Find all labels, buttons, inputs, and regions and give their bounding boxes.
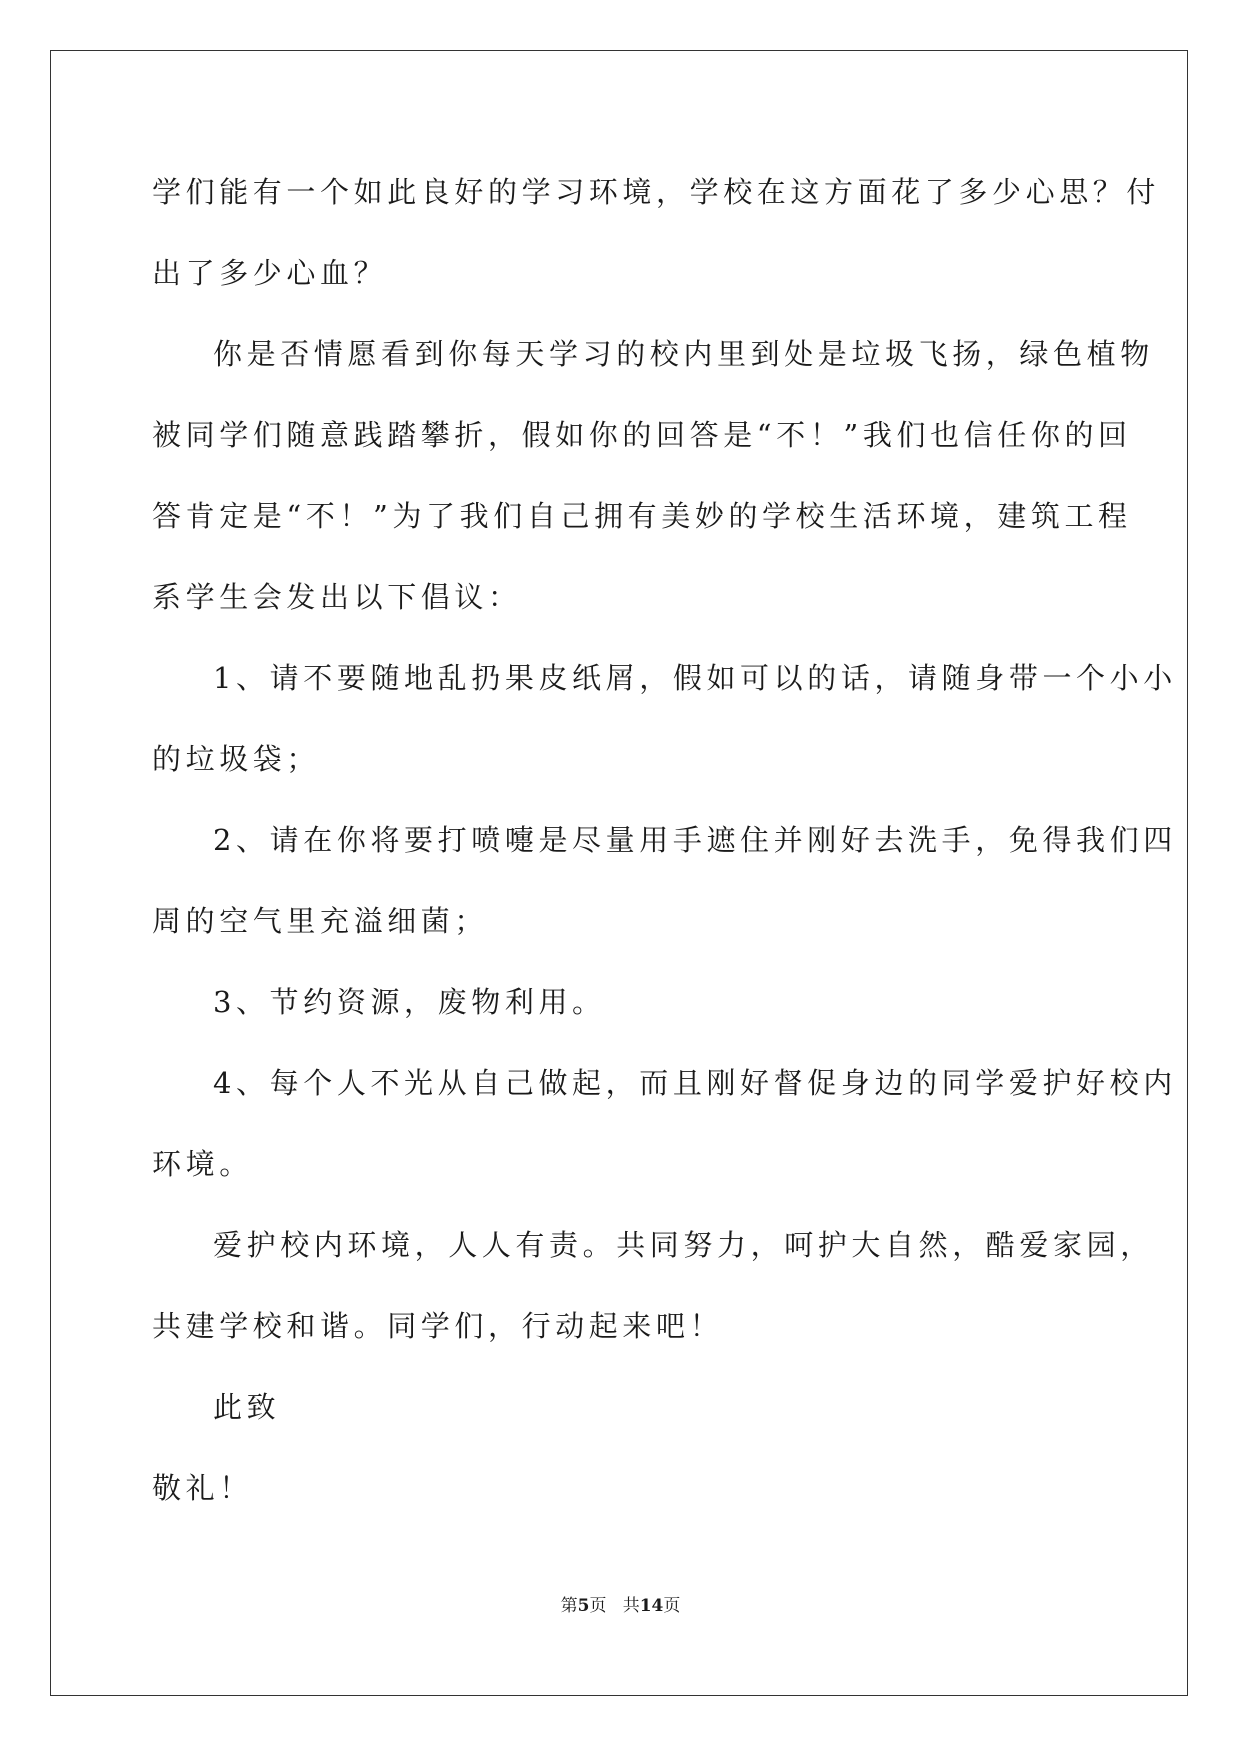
closing-line: 敬礼！ [152, 1471, 253, 1505]
body-line: 被同学们随意践踏攀折，假如你的回答是“不！”我们也信任你的回 [152, 418, 1132, 452]
page-suffix: 页 [589, 1596, 607, 1616]
body-line: 的垃圾袋； [152, 742, 321, 776]
body-line: 周的空气里充溢细菌； [152, 904, 489, 938]
body-line: 答肯定是“不！”为了我们自己拥有美妙的学校生活环境，建筑工程 [152, 499, 1132, 533]
page-frame [50, 50, 1188, 1696]
total-pages: 14 [639, 1596, 664, 1616]
body-line: 你是否情愿看到你每天学习的校内里到处是垃圾飞扬，绿色植物 [213, 337, 1154, 371]
body-line: 4、每个人不光从自己做起，而且刚好督促身边的同学爱护好校内 [213, 1066, 1177, 1100]
body-line: 学们能有一个如此良好的学习环境，学校在这方面花了多少心思？付 [152, 175, 1161, 209]
body-line: 环境。 [152, 1147, 253, 1181]
total-prefix: 共 [622, 1596, 640, 1616]
body-line: 爱护校内环境，人人有责。共同努力，呵护大自然，酷爱家园， [213, 1228, 1154, 1262]
body-line: 共建学校和谐。同学们，行动起来吧！ [152, 1309, 724, 1343]
body-line: 3、节约资源，废物利用。 [213, 985, 606, 1019]
page-prefix: 第 [560, 1596, 578, 1616]
body-line: 2、请在你将要打喷嚏是尽量用手遮住并刚好去洗手，免得我们四 [213, 823, 1177, 857]
body-line: 出了多少心血？ [152, 256, 388, 290]
total-suffix: 页 [663, 1596, 681, 1616]
body-line: 系学生会发出以下倡议： [152, 580, 522, 614]
page-footer [0, 1594, 1241, 1618]
salutation-line: 此致 [213, 1390, 281, 1424]
body-line: 1、请不要随地乱扔果皮纸屑，假如可以的话，请随身带一个小小 [213, 661, 1177, 695]
page-number: 5 [577, 1596, 590, 1616]
